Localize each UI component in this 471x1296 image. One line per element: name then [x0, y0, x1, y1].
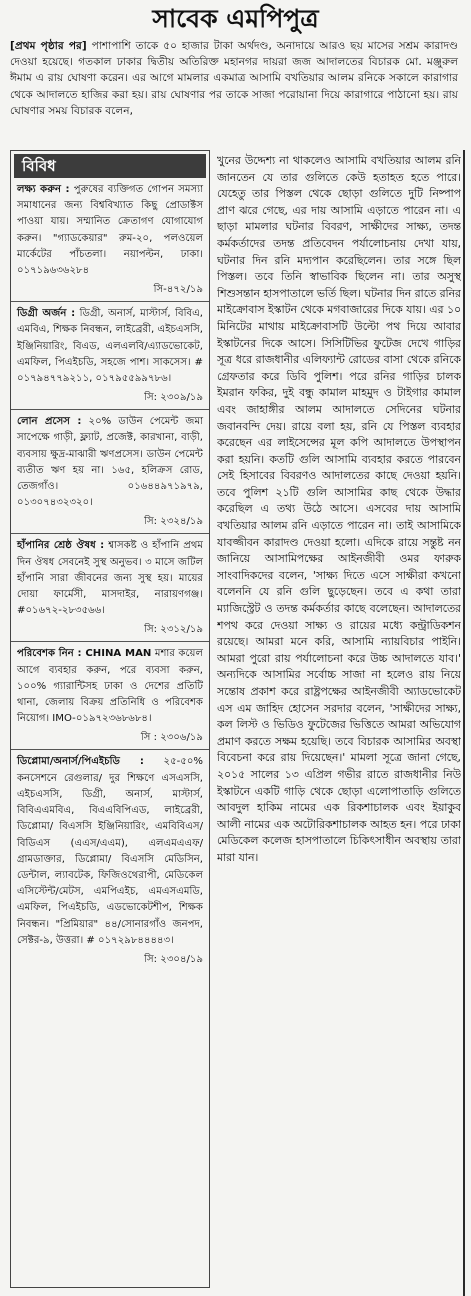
- classified-ad: [11, 410, 209, 534]
- ad-text: [17, 306, 203, 387]
- ad-code: সি : ২৩০৬/১৯: [140, 732, 203, 744]
- ad-code: সি-৪৭২/১৯: [153, 284, 203, 296]
- section-title: বিবিধ: [14, 154, 206, 178]
- ad-body: ২৫-৫০% কনসেশনে রেগুলার/ দুর শিক্ষণে এসএসসি, এইচএসসি, ডিগ্রী, অনার্স, মাস্টার্স, বিবিএএমবিএ, বিএএবিপিএড, লাইব্রেরী, ডিপ্লোমা/ বিএসসি ইঞ্জিনিয়ারিং, এমবিবিএস/বিডিএস (এএস/এএম), এলএমএএফ/ গ্রামডাক্তার, ডিপ্লোমা/ বিএসসি মেডিসিন, ডেন্টাল, ল্যাবটেক, ফিজিওথেরাপী, মেডিকেল এসিস্টেন্ট/মেটস, এমপিএইচ, এমএসএমডি, এমফিল, পিএইচডি, এডভোকেটশীপ, শিক্ষক নিবন্ধন। "প্রিমিয়ার" ৪৪/সোনারগাঁও জনপদ, সেক্টর-৯, উত্তরা। # ০১৭২৯৮৪৪৪৪৩।: [17, 756, 203, 946]
- ad-code: সি: ২৩০৪/১৯: [144, 953, 203, 965]
- intro-lead: [প্রথম পৃষ্ঠার পর]: [10, 40, 87, 52]
- ad-body: শ্বাসকষ্ট ও হাঁপানি প্রথম দিন ঔষধ সেবনেই সুস্থ অনুভব। ৩ মাসে জটিল হাঁপানি সারা জীবনের জন্য সুস্থ হয়। মায়ের দোয়া ফার্মেসী, মাসদাইর, নারায়ণগঞ্জ। #০১৬৭২-২৮৩৫৬৬।: [17, 540, 203, 617]
- column-rule: [463, 150, 465, 1296]
- ad-code: সি: ২৩২৪/১৯: [144, 516, 203, 528]
- article-body: খুনের উদ্দেশ্য না থাকলেও আসামি বখতিয়ার আলম রনি জানতেন যে তার গুলিতে কেউ হতাহত হতে পারে। যেহেতু তার পিস্তল থেকে ছোড়া গুলিতে দুটি নিষ্পাপ প্রাণ ঝরে গেছে, এর দায় আসামি এড়াতে পারেন না। এ ছাড়া মামলার ঘটনার বিবরণ, সাক্ষীদের সাক্ষ্য, তদন্ত কর্মকর্তাদের তদন্ত প্রতিবেদন পর্যালোচনায় দেখা যায়, ঘটনার দিন রনি মদ্যপান করেছিলেন। তার সঙ্গে ছিল পিস্তল। তবে তিনি স্বাভাবিক ছিলেন না। তার অসুস্থ শিশুসন্তান হাসপাতালে ভর্তি ছিল। ঘটনার দিন রাতে রনির মাইক্রোবাস ইস্কাটন থেকে মগবাজারের দিকে যায়। এর ১০ মিনিটের মাথায় মাইক্রোবাসটি উল্টো পথ দিয়ে আবার ইস্কাটনের দিকে আসে। সিসিটিভির ফুটেজ দেখে গাড়ির সূত্র ধরে রাজধানীর এলিফ্যান্ট রোডের বাসা থেকে রনিকে গ্রেফতার করে ডিবি পুলিশ। পরে রনির গাড়ির চালক ইমরান ফকির, দুই বন্ধু কামাল মাহমুদ ও টাইগার কামাল এবং জাহাঙ্গীর আলম আদালতে সেদিনের ঘটনার জবানবন্দি দেয়। রায়ে বলা হয়, রনি যে পিস্তল ব্যবহার করেছেন এর লাইসেন্সের মূল কপি আদালতে উপস্থাপন করা হয়নি। কতটি গুলি আসামি ব্যবহার করতে পারবেন সেই হিসাবের বিবরণও আদালতের কাছে দেওয়া হয়নি। তবে পুলিশ ২১টি গুলি আসামির কাছ থেকে উদ্ধার করেছিল এ তথ্য উঠে আসে। এসবের দায় আসামি বখতিয়ার আলম রনি এড়াতে পারেন না। তাই আসামিকে যাবজ্জীবন কারাদণ্ড দেওয়া হলো। এদিকে রায়ে সন্তুষ্ট নন জানিয়ে আসামিপক্ষের আইনজীবী ওমর ফারুক সাংবাদিকদের বলেন, 'সাক্ষ্য দিতে এসে সাক্ষীরা কখনো বলেননি যে রনি গুলি ছুড়েছেন। তবে এ কথা তারা ম্যাজিস্ট্রেট ও তদন্ত কর্মকর্তার কাছে বলেছেন। আদালতের শপথ করে দেওয়া সাক্ষ্য ও রায়ের মধ্যে কন্ট্রাডিকশন রয়েছে। আমরা মনে করি, আসামি ন্যায়বিচার পাইনি। আমরা পুরো রায় পর্যালোচনা করে উচ্চ আদালতে যাব।' অন্যদিকে আসামির সর্বোচ্চ সাজা না হলেও রায় নিয়ে সন্তোষ প্রকাশ করে রাষ্ট্রপক্ষের আইনজীবী অ্যাডভোকেট এস এম জাহিদ হোসেন সরদার বলেন, 'সাক্ষীদের সাক্ষ্য, কল লিস্ট ও ভিডিও ফুটেজের ভিত্তিতে আমরা অভিযোগ প্রমাণ করতে সক্ষম হয়েছি। তবে বিচারক আসামির অবস্থা বিবেচনা করে রায় দিয়েছেন।' মামলা সূত্রে জানা গেছে, ২০১৫ সালের ১৩ এপ্রিল গভীর রাতে রাজধানীর নিউ ইস্কাটনে একটি গাড়ি থেকে ছোড়া এলোপাতাড়ি গুলিতে আবদুল হাকিম নামের এক রিকশাচালক এবং ইয়াকুব আলী নামের এক অটোরিকশাচালক আহত হন। পরে ঢাকা মেডিকেল কলেজ হাসপাতালে চিকিৎসাধীন অবস্থায় তারা মারা যান।: [217, 154, 461, 864]
- headline: সাবেক এমপিপুত্র: [152, 4, 319, 33]
- classified-ad: [11, 750, 209, 967]
- ad-heading: লোন প্রসেস :: [17, 416, 82, 428]
- ad-text: [17, 754, 203, 948]
- intro-paragraph: [10, 38, 458, 119]
- ad-code: সি: ২৩০৯/১৯: [144, 392, 203, 404]
- ad-heading: লক্ষ্য করুন :: [17, 184, 70, 195]
- ad-body: ডিগ্রী, অনার্স, মাস্টার্স, বিবিএ, এমবিএ, শিক্ষক নিবন্ধন, লাইব্রেরী, এইচএসসি, ইঞ্জিনিয়ারিং, বিএড, এলএলবি/এ্যাডভোকেট, এমফিল, পিএইচডি, সহজে পাশ। সাকসেস। # ০১৭৯৪৭৭৯২১১, ০১৭৯৫৫৯৯৭৮৬।: [17, 308, 203, 385]
- ad-heading: পরিবেশক নিন : CHINA MAN: [17, 648, 152, 660]
- ad-heading: হাঁপানির শ্রেষ্ঠ ঔষধ :: [17, 540, 105, 552]
- ad-body: পুরুষের ব্যক্তিগত গোপন সমস্যা সমাধানের জন্য বিশ্ববিখ্যাত কিছু প্রোডাক্টস পাওয়া যায়। সম্মানিত ক্রেতাগণ যোগাযোগ করুন। "গ্যাডকেয়ার" রুম-২০, পলওয়েল মার্কেটের পাঁচতলা। নয়াপল্টন, ঢাকা। ০১৭১৯৬৩৬২৮৪: [17, 184, 204, 277]
- ad-text: [17, 182, 203, 279]
- ad-body: মশার কয়েল আগে ব্যবহার করুন, পরে ব্যবসা করুন, ১০০% গ্যারান্টিসহ ঢাকা ও দেশের প্রতিটি থানা, জেলায় বিক্রয় প্রতিনিধি ও পরিবেশক নিয়োগ। IMO-০১৯৭২৩৬৮৬৮৪।: [17, 648, 203, 725]
- ad-text: [17, 414, 203, 511]
- classifieds-column: [10, 150, 210, 1288]
- classified-ad: [11, 642, 209, 750]
- ad-text: [17, 538, 203, 619]
- ad-body: ২০% ডাউন পেমেন্ট জমা সাপেক্ষে গাড়ী, ফ্ল্যাট, প্রজেক্ট, কারখানা, বাড়ী, ব্যবসায় ক্ষুদ্র-মাঝারী ঋণপ্রসেস। ডাউন পেমেন্ট ব্যতীত ঋণ হয় না। ১৬৫, হলিক্রস রোড, তেজগাঁও। ০১৬৪৪৯৭১৯৭৯, ০১৩০৭৪৩২৩২০।: [17, 416, 203, 509]
- classified-ad: [11, 302, 209, 410]
- ad-heading: ডিগ্রী অর্জন :: [17, 308, 76, 320]
- ad-heading: ডিপ্লোমা/অনার্স/পিএইচডি :: [17, 756, 144, 768]
- classified-ad: [11, 178, 209, 302]
- ad-code: সি: ২৩১২/১৯: [144, 624, 203, 636]
- classified-ad: [11, 534, 209, 642]
- ad-text: [17, 646, 203, 727]
- intro-text: পাশাপাশি তাকে ৫০ হাজার টাকা অর্থদণ্ড, অনাদায়ে আরও ছয় মাসের সশ্রম কারাদণ্ড দেওয়া হয়েছে। গতকাল ঢাকার দ্বিতীয় অতিরিক্ত মহানগর দায়রা জজ আদালতের বিচারক মো. মঞ্জুরুল ঈমাম এ রায় ঘোষণা করেন। এর আগে মামলার একমাত্র আসামি বখতিয়ার আলম রনিকে সকালে কারাগার থেকে আদালতে হাজির করা হয়। রায় ঘোষণার পর তাকে সাজা পরোয়ানা দিয়ে কারাগারে পাঠানো হয়। রায় ঘোষণার সময় বিচারক বলেন,: [10, 40, 458, 117]
